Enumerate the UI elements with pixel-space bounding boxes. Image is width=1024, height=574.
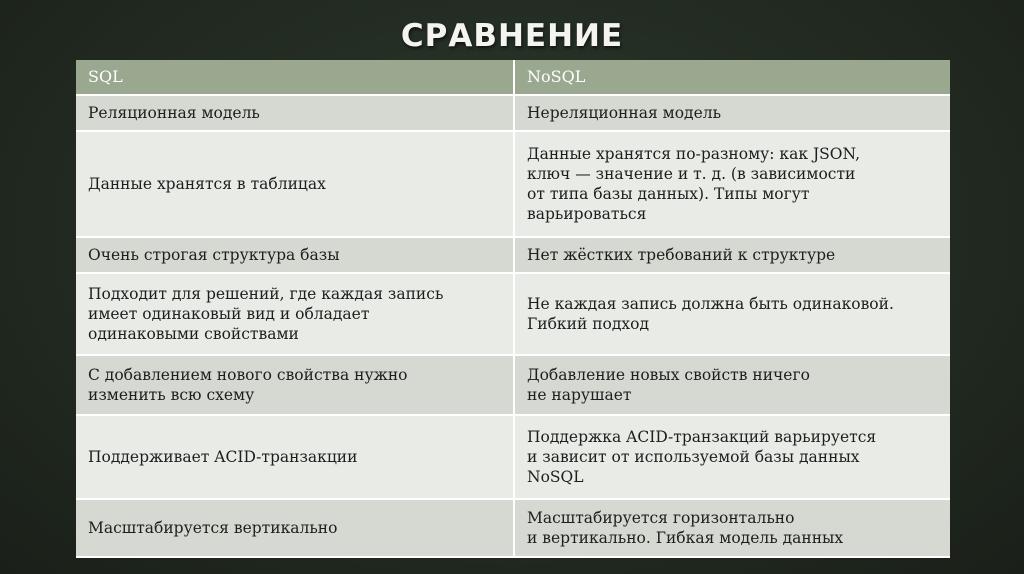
table-row — [76, 499, 950, 557]
cell-line: NoSQL — [527, 468, 584, 486]
sql-cell — [76, 499, 514, 557]
cell-line: Не каждая запись должна быть одинаковой. — [527, 295, 894, 313]
cell-line: Нет жёстких требований к структуре — [527, 246, 836, 264]
table-row — [76, 95, 950, 131]
cell-line: Данные хранятся в таблицах — [88, 175, 326, 193]
cell-line: Данные хранятся по-разному: как JSON, — [527, 145, 861, 163]
table-row — [76, 131, 950, 237]
cell-line: Поддерживает ACID-транзакции — [88, 448, 358, 466]
cell-line: Очень строгая структура базы — [88, 246, 340, 264]
cell-line: одинаковыми свойствами — [88, 325, 299, 343]
nosql-cell — [514, 415, 950, 499]
sql-cell — [76, 415, 514, 499]
nosql-cell — [514, 237, 950, 273]
cell-line: Реляционная модель — [88, 104, 260, 122]
slide-title: СРАВНЕНИЕ — [400, 18, 624, 54]
sql-cell — [76, 237, 514, 273]
nosql-cell — [514, 499, 950, 557]
cell-line: Масштабируется вертикально — [88, 519, 338, 537]
cell-line: Добавление новых свойств ничего — [527, 366, 810, 384]
nosql-cell — [514, 273, 950, 355]
cell-line: не нарушает — [527, 386, 632, 404]
table-header-row — [76, 60, 950, 95]
cell-line: имеет одинаковый вид и обладает — [88, 305, 370, 323]
cell-line: изменить всю схему — [88, 386, 255, 404]
cell-line: Подходит для решений, где каждая запись — [88, 285, 444, 303]
sql-cell — [76, 131, 514, 237]
header-nosql: NoSQL — [514, 60, 950, 95]
sql-cell — [76, 273, 514, 355]
table-row — [76, 237, 950, 273]
comparison-table — [76, 60, 950, 558]
nosql-cell — [514, 131, 950, 237]
table-row — [76, 415, 950, 499]
nosql-cell — [514, 95, 950, 131]
cell-line: С добавлением нового свойства нужно — [88, 366, 408, 384]
cell-line: и зависит от используемой базы данных — [527, 448, 860, 466]
cell-line: Гибкий подход — [527, 315, 650, 333]
cell-line: ключ — значение и т. д. (в зависимости — [527, 165, 856, 183]
table-row — [76, 273, 950, 355]
cell-line: от типа базы данных). Типы могут — [527, 185, 810, 203]
cell-line: Масштабируется горизонтально — [527, 509, 795, 527]
nosql-cell — [514, 355, 950, 415]
cell-line: варьироваться — [527, 205, 647, 223]
header-sql: SQL — [76, 60, 514, 95]
cell-line: и вертикально. Гибкая модель данных — [527, 529, 844, 547]
sql-cell — [76, 95, 514, 131]
cell-line: Нереляционная модель — [527, 104, 722, 122]
sql-cell — [76, 355, 514, 415]
cell-line: Поддержка ACID-транзакций варьируется — [527, 428, 877, 446]
table-row — [76, 355, 950, 415]
